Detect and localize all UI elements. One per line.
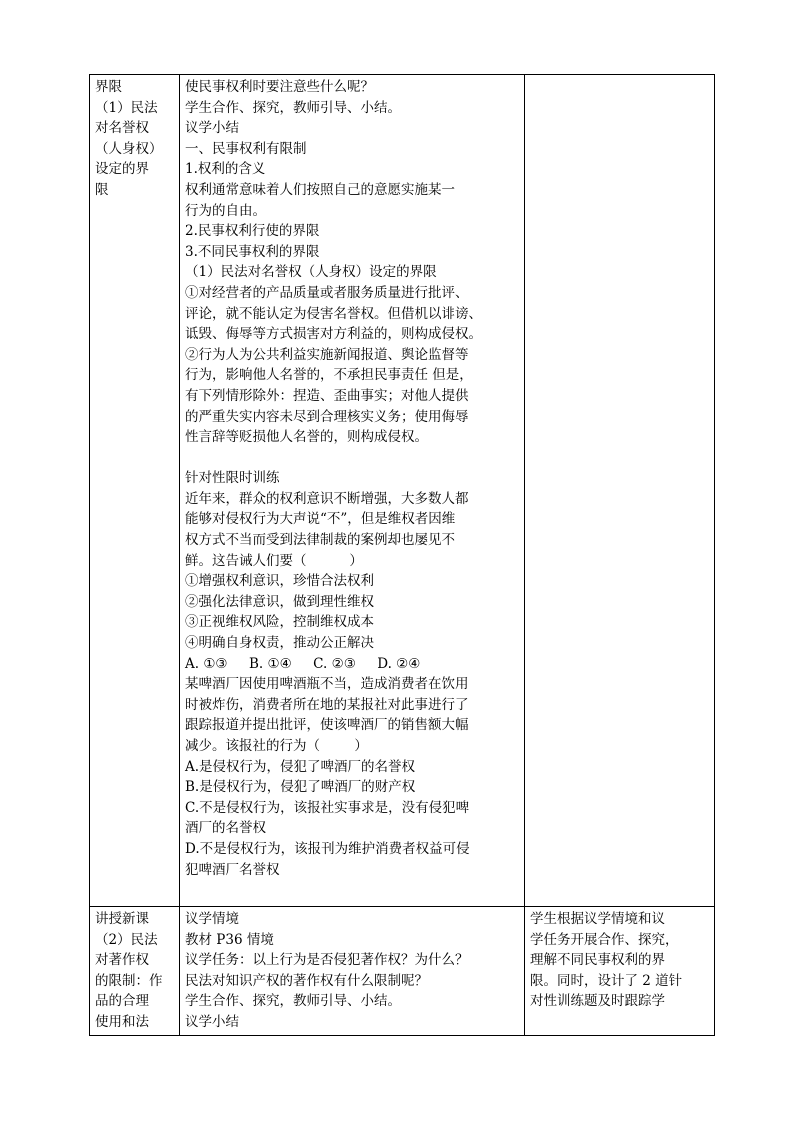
content-line: 犯啤酒厂名誉权 [185, 861, 280, 878]
content-line: 诋毁、侮辱等方式损害对方利益的，则构成侵权。 [185, 326, 482, 343]
content-line: 议学任务：以上行为是否侵犯著作权？为什么？ [185, 952, 469, 969]
content-line: ④明确自身权责，推动公正解决 [185, 635, 374, 652]
content-line: C.不是侵权行为，该报社实事求是，没有侵犯啤 [185, 799, 470, 816]
content-line: 性言辞等贬损他人名誉的，则构成侵权。 [185, 429, 428, 446]
content-line: B.是侵权行为，侵犯了啤酒厂的财产权 [185, 779, 416, 796]
content-line: 权方式不当而受到法律制裁的案例却也屡见不 [185, 532, 455, 549]
content-line: 时被炸伤，消费者所在地的某报社对此事进行了 [185, 696, 469, 713]
table-row [90, 75, 715, 907]
lesson-plan-table [89, 74, 715, 1036]
content-line: 减少。该报社的行为（ ） [185, 738, 368, 754]
content-line: ①对经营者的产品质量或者服务质量进行批评、 [185, 284, 469, 301]
content-line: 民法对知识产权的著作权有什么限制呢？ [185, 972, 428, 989]
content-line: ①增强权利意识，珍惜合法权利 [185, 573, 374, 590]
content-line: 使民事权利时要注意些什么呢？ [185, 79, 374, 95]
content-line: 鲜。这告诫人们要（ ） [185, 552, 363, 569]
content-line: 一、民事权利有限制 [185, 140, 307, 157]
content-line: D.不是侵权行为，该报刊为维护消费者权益可侵 [185, 840, 470, 857]
intent-line: 学任务开展合作、探究， [530, 931, 679, 948]
content-line: 近年来，群众的权利意识不断增强，大多数人都 [185, 490, 469, 507]
stage-line: 设定的界 [95, 161, 149, 178]
intent-line: 理解不同民事权利的界 [530, 952, 665, 969]
content-line: 评论，就不能认定为侵害名誉权。但借机以诽谤、 [185, 305, 482, 322]
stage-line: 对著作权 [95, 952, 149, 969]
content-line: 某啤酒厂因使用啤酒瓶不当，造成消费者在饮用 [185, 676, 469, 693]
blank-line [185, 448, 520, 469]
intent-line: 对性训练题及时跟踪学 [530, 993, 665, 1010]
content-line: 学生合作、探究，教师引导、小结。 [185, 99, 401, 116]
stage-line: 使用和法 [95, 1013, 149, 1030]
intent-cell [525, 907, 715, 1036]
content-line: 针对性限时训练 [185, 470, 280, 487]
content-line: 能够对侵权行为大声说“不”，但是维权者因维 [185, 511, 456, 528]
stage-line: （1）民法 [95, 99, 158, 116]
content-cell [180, 907, 525, 1036]
stage-line: 品的合理 [95, 993, 149, 1010]
content-cell [180, 75, 525, 907]
content-line: （1）民法对名誉权（人身权）设定的界限 [185, 264, 437, 281]
stage-cell [90, 75, 180, 907]
content-line: A.是侵权行为，侵犯了啤酒厂的名誉权 [185, 758, 416, 775]
content-line: 行为的自由。 [185, 202, 266, 219]
content-line: 有下列情形除外：捏造、歪曲事实；对他人提供 [185, 387, 469, 404]
stage-line: 讲授新课 [95, 911, 149, 927]
content-line: 酒厂的名誉权 [185, 820, 266, 837]
content-line: ③正视维权风险，控制维权成本 [185, 614, 374, 631]
content-line: 行为，影响他人名誉的，不承担民事责任 但是， [185, 367, 473, 384]
intent-cell [525, 75, 715, 907]
stage-cell [90, 907, 180, 1036]
stage-line: 对名誉权 [95, 120, 149, 137]
stage-line: （2）民法 [95, 931, 158, 948]
content-line: 议学小结 [185, 120, 239, 137]
intent-line: 学生根据议学情境和议 [530, 911, 665, 927]
intent-line: 限。同时，设计了 2 道针 [530, 972, 683, 989]
content-line: 2.民事权利行使的界限 [185, 223, 320, 240]
content-line: 学生合作、探究，教师引导、小结。 [185, 993, 401, 1010]
stage-line: （人身权） [95, 140, 163, 157]
content-line: 权利通常意味着人们按照自己的意愿实施某一 [185, 181, 455, 198]
content-line: A. ①③ B. ①④ C. ②③ D. ②④ [185, 655, 421, 672]
content-line: ②强化法律意识，做到理性维权 [185, 593, 374, 610]
content-line: ②行为人为公共利益实施新闻报道、舆论监督等 [185, 346, 469, 363]
stage-line: 界限 [95, 79, 122, 95]
stage-line: 的限制：作 [95, 972, 163, 989]
content-line: 议学小结 [185, 1013, 239, 1030]
content-line: 跟踪报道并提出批评，使该啤酒厂的销售额大幅 [185, 717, 469, 734]
content-line: 教材 P36 情境 [185, 931, 274, 948]
content-line: 议学情境 [185, 911, 239, 927]
content-line: 3.不同民事权利的界限 [185, 243, 320, 260]
stage-line: 限 [95, 181, 109, 198]
content-line: 的严重失实内容未尽到合理核实义务；使用侮辱 [185, 408, 469, 425]
content-line: 1.权利的含义 [185, 161, 266, 178]
table-row [90, 907, 715, 1036]
